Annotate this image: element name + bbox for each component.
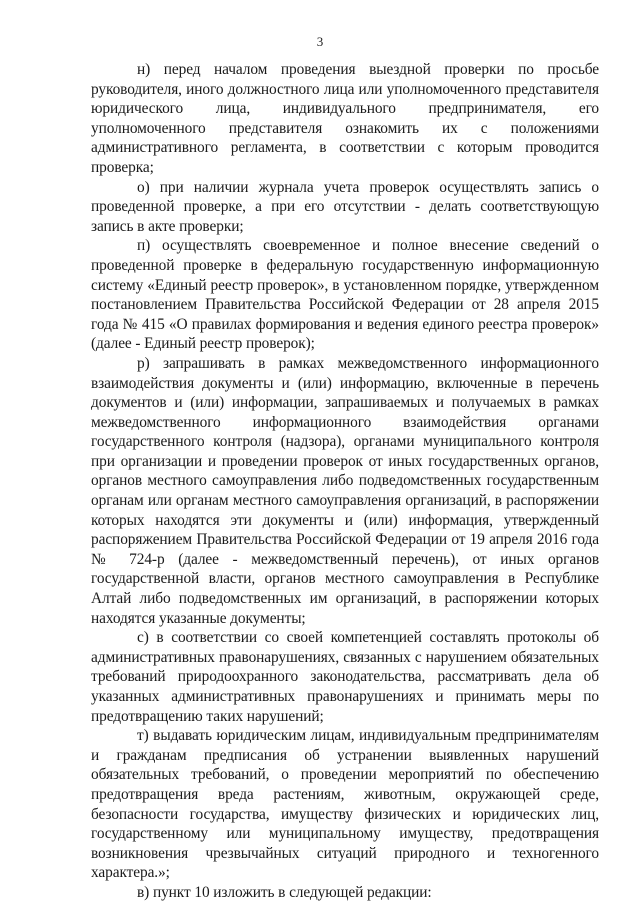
paragraph-o: о) при наличии журнала учета проверок осуществлять запись о проведенной проверке, а при его отсутствии - делать соответствующую запись в акте проверки; — [91, 178, 599, 235]
paragraph-v: в) пункт 10 изложить в следующей редакции: — [137, 883, 432, 901]
document-body — [91, 60, 599, 903]
paragraph-s: с) в соответствии со своей компетенцией составлять протоколы об административных правонарушениях, связанных с нарушением обязательных требований природоохранного законодательства, рассматривать дела об указанных административных правонарушениях и принимать меры по предотвращению таких нарушений; — [91, 629, 599, 725]
page-number: 3 — [316, 34, 324, 49]
paragraph-r: р) запрашивать в рамках межведомственного информационного взаимодействия документы и (или) информацию, включенные в перечень документов и (или) информации, запрашиваемых и получаемых в рамках межведомственного информационного взаимодействия органами государственного контроля (надзора), органами муниципального контроля при организации и проведении проверок от иных государственных органов, органов местного самоуправления либо подведомственных государственным органам или органам местного самоуправления организаций, в распоряжении которых находятся эти документы и (или) информация, утвержденный распоряжением Правительства Российской Федерации от 19 апреля 2016 года № 724-р (далее - межведомственный перечень), от иных органов государственной власти, органов местного самоуправления в Республике Алтай либо подведомственных им организаций, в распоряжении которых находятся указанные документы; — [91, 354, 599, 627]
paragraph-p: п) осуществлять своевременное и полное внесение сведений о проведенной проверке в федеральную государственную информационную систему «Единый реестр проверок», в установленном порядке, утвержденном постановлением Правительства Российской Федерации от 28 апреля 2015 года № 415 «О правилах формирования и ведения единого реестра проверок» (далее - Единый реестр проверок); — [91, 237, 599, 353]
paragraph-n: н) перед началом проведения выездной проверки по просьбе руководителя, иного должностного лица или уполномоченного представителя юридического лица, индивидуального предпринимателя, его уполномоченного представителя ознакомить их с положениями административного регламента, в соответствии с которым проводится проверка; — [91, 61, 599, 176]
paragraph-t: т) выдавать юридическим лицам, индивидуальным предпринимателям и гражданам предписания об устранении выявленных нарушений обязательных требований, о проведении мероприятий по обеспечению предотвращения вреда растениям, животным, окружающей среде, безопасности государства, имуществу физических и юридических лиц, государственному или муниципальному имуществу, предотвращения возникновения чрезвычайных ситуаций природного и техногенного характера.»; — [91, 727, 599, 882]
